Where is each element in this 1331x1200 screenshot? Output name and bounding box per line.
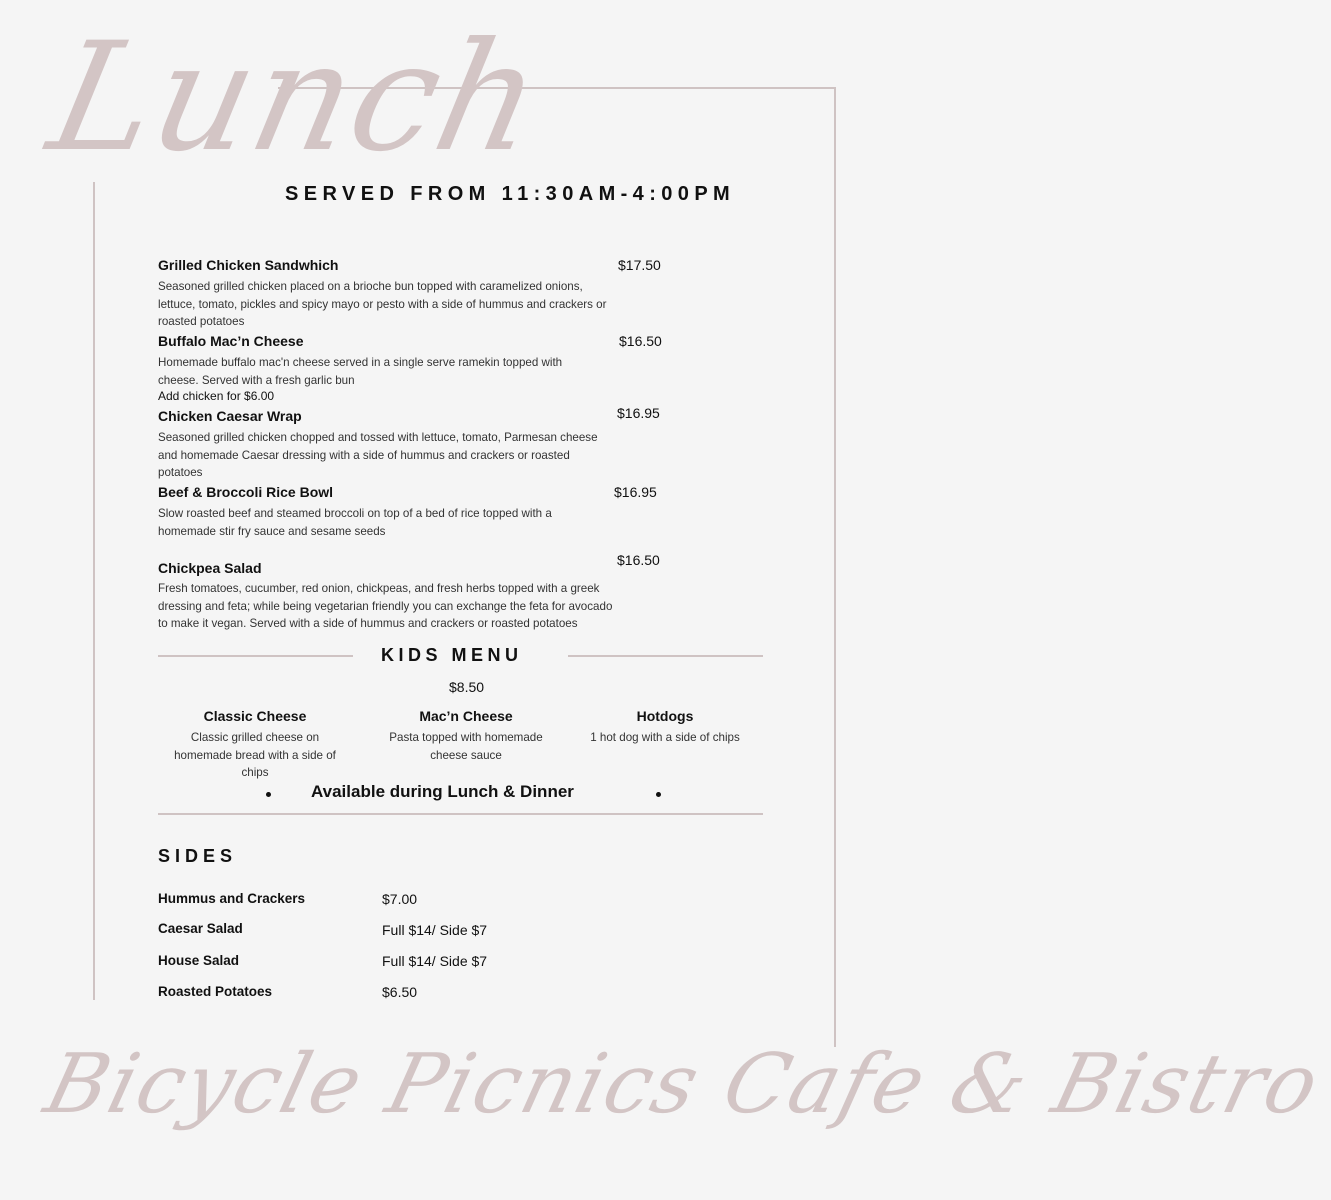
kids-item — [565, 707, 765, 747]
kids-item-description: 1 hot dog with a side of chips — [590, 731, 740, 744]
cafe-script-name: Bicycle Picnics Cafe & Bistro — [36, 1037, 1330, 1132]
menu-item-name: Beef & Broccoli Rice Bowl — [158, 484, 334, 500]
lunch-script-title: Lunch — [36, 11, 557, 185]
side-item-name: Hummus and Crackers — [158, 891, 306, 906]
kids-item — [155, 707, 355, 782]
menu-item-addon: Add chicken for $6.00 — [158, 389, 275, 403]
side-item-price: $6.50 — [382, 984, 418, 1000]
menu-item-description: Seasoned grilled chicken chopped and tossed with lettuce, tomato, Parmesan cheese and homemade Caesar dressing with a side of hummus and crackers or roasted potatoes — [158, 431, 598, 479]
kids-item-description: Classic grilled cheese on homemade bread with a side of chips — [174, 731, 336, 779]
bullet-dot — [656, 792, 661, 797]
menu-item-price: $16.95 — [614, 484, 657, 500]
kids-menu-price: $8.50 — [449, 679, 485, 695]
served-hours: SERVED FROM 11:30AM-4:00PM — [285, 183, 736, 205]
menu-item-description: Homemade buffalo mac'n cheese served in a single serve ramekin topped with cheese. Served with a fresh garlic bun — [158, 356, 563, 387]
sides-title: SIDES — [158, 846, 238, 866]
side-item-name: House Salad — [158, 953, 240, 968]
kids-menu-bottom-rule — [158, 813, 763, 815]
frame-left-line — [93, 182, 95, 1000]
menu-item-description: Slow roasted beef and steamed broccoli on top of a bed of rice topped with a homemade stir fry sauce and sesame seeds — [158, 507, 552, 538]
menu-item-price: $16.50 — [619, 333, 662, 349]
kids-item-name: Hotdogs — [636, 708, 694, 724]
side-item-name: Caesar Salad — [158, 921, 243, 936]
menu-item-description: Fresh tomatoes, cucumber, red onion, chickpeas, and fresh herbs topped with a greek dressing and feta; while being vegetarian friendly you can exchange the feta for avocado to make it vegan. Served with a side of hummus and crackers or roasted potatoes — [158, 582, 613, 630]
frame-right-line — [834, 87, 836, 1047]
menu-item-name: Chickpea Salad — [158, 560, 262, 576]
menu-item-name: Buffalo Mac’n Cheese — [158, 333, 304, 349]
menu-item-price: $17.50 — [618, 257, 661, 273]
menu-item-price: $16.95 — [617, 405, 660, 421]
side-item-price: Full $14/ Side $7 — [382, 953, 488, 969]
bullet-dot — [266, 792, 271, 797]
kids-item-description: Pasta topped with homemade cheese sauce — [389, 731, 543, 762]
kids-item-name: Mac’n Cheese — [419, 708, 513, 724]
menu-item-price: $16.50 — [617, 552, 660, 568]
kids-item-name: Classic Cheese — [203, 708, 307, 724]
menu-item-name: Grilled Chicken Sandwhich — [158, 257, 339, 273]
kids-availability: Available during Lunch & Dinner — [311, 782, 574, 801]
menu-item-description: Seasoned grilled chicken placed on a brioche bun topped with caramelized onions, lettuce, tomato, pickles and spicy mayo or pesto with a side of hummus and crackers or roasted potatoes — [158, 280, 607, 328]
kids-item — [366, 707, 566, 764]
side-item-price: $7.00 — [382, 891, 418, 907]
menu-item-name: Chicken Caesar Wrap — [158, 408, 302, 424]
side-item-name: Roasted Potatoes — [158, 984, 273, 999]
side-item-price: Full $14/ Side $7 — [382, 922, 488, 938]
kids-menu-rule-right — [568, 655, 763, 657]
kids-menu-title: KIDS MENU — [381, 645, 523, 665]
kids-menu-rule-left — [158, 655, 353, 657]
